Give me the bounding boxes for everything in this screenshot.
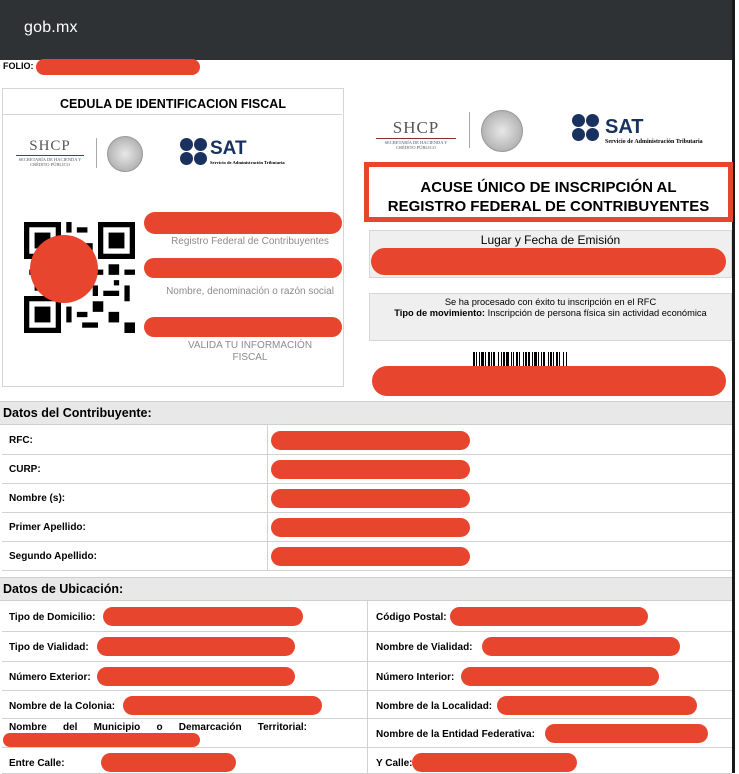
contribuyente-value-redaction	[271, 547, 470, 566]
sat-dots-icon-right	[572, 114, 602, 144]
logo-separator	[96, 138, 97, 168]
contribuyente-value-redaction	[271, 518, 470, 537]
sat-logo-right: SAT Servicio de Administración Tributaria	[572, 114, 732, 148]
gob-mx-logo[interactable]: gob.mx	[24, 19, 78, 36]
column-divider	[267, 541, 268, 570]
contribuyente-field-label: Nombre (s):	[9, 493, 66, 504]
sat-dots-icon	[180, 138, 210, 168]
cedula-divider	[3, 114, 342, 115]
ubicacion-left-label: Nombre del Municipio o Demarcación Territorial:	[9, 722, 307, 733]
ubicacion-right-label: Código Postal:	[376, 612, 447, 623]
gob-mx-header	[0, 0, 732, 60]
movement-value: Inscripción de persona física sin actividad económica	[487, 308, 707, 318]
contribuyente-section-title: Datos del Contribuyente:	[3, 406, 152, 420]
contribuyente-field-label: RFC:	[9, 435, 33, 446]
processed-box	[369, 293, 732, 341]
column-divider	[267, 483, 268, 512]
lugar-fecha-redaction	[371, 248, 726, 275]
ubicacion-left-redaction	[97, 637, 295, 656]
acuse-title-line2: REGISTRO FEDERAL DE CONTRIBUYENTES	[387, 198, 710, 215]
contribuyente-field-label: CURP:	[9, 464, 41, 475]
movement-label: Tipo de movimiento:	[394, 308, 486, 318]
ubicacion-section-title: Datos de Ubicación:	[3, 582, 124, 596]
ubicacion-left-redaction	[123, 696, 322, 715]
ubicacion-right-redaction	[450, 607, 648, 626]
ubicacion-right-redaction	[497, 696, 697, 715]
ubicacion-left-label: Nombre de la Colonia:	[9, 701, 116, 712]
page-edge	[732, 0, 735, 773]
ubicacion-right-label: Número Interior:	[376, 672, 455, 683]
contribuyente-value-redaction	[271, 489, 470, 508]
idcif-redaction	[144, 317, 342, 337]
cedula-title: CEDULA DE IDENTIFICACION FISCAL	[60, 97, 286, 111]
ubicacion-left-label: Número Exterior:	[9, 672, 91, 683]
column-divider	[367, 601, 368, 631]
contribuyente-field-label: Segundo Apellido:	[9, 551, 97, 562]
ubicacion-right-redaction	[412, 753, 577, 772]
ubicacion-right-label: Y Calle:	[376, 758, 413, 769]
column-divider	[367, 631, 368, 661]
barcode	[473, 352, 630, 367]
ubicacion-right-label: Nombre de la Entidad Federativa:	[376, 729, 535, 740]
qr-redaction	[30, 235, 98, 303]
column-divider	[267, 425, 268, 454]
ubicacion-right-label: Nombre de la Localidad:	[376, 701, 493, 712]
column-divider	[267, 512, 268, 541]
ubicacion-right-redaction	[461, 667, 659, 686]
column-divider	[267, 454, 268, 483]
name-caption: Nombre, denominación o razón social	[166, 286, 334, 297]
mexico-seal-icon-right	[481, 110, 523, 152]
ubicacion-section-header	[0, 577, 732, 601]
shcp-logo: SHCP SECRETARÍA DE HACIENDA Y CRÉDITO PÚBLICO	[16, 138, 84, 167]
acuse-title-box	[364, 162, 733, 222]
mexico-seal-icon	[107, 136, 143, 172]
contribuyente-field-label: Primer Apellido:	[9, 522, 86, 533]
ubicacion-left-redaction	[3, 733, 200, 747]
sat-logo: SAT Servicio de Administración Tributaria	[180, 138, 330, 170]
contribuyente-value-redaction	[271, 431, 470, 450]
shcp-logo-right: SHCP SECRETARÍA DE HACIENDA Y CRÉDITO PÚBLICO	[376, 118, 456, 150]
acuse-title-line1: ACUSE ÚNICO DE INSCRIPCIÓN AL	[420, 179, 677, 196]
folio-redaction	[36, 59, 200, 75]
logo-separator-right	[469, 112, 470, 148]
column-divider	[367, 661, 368, 690]
contribuyente-section-header	[0, 401, 732, 425]
rfc-redaction	[144, 212, 342, 234]
column-divider	[367, 747, 368, 773]
ubicacion-right-label: Nombre de Vialidad:	[376, 642, 473, 653]
rfc-caption: Registro Federal de Contribuyentes	[171, 236, 329, 247]
ubicacion-left-label: Tipo de Vialidad:	[9, 642, 89, 653]
ubicacion-left-label: Tipo de Domicilio:	[9, 612, 96, 623]
barcode-redaction	[372, 366, 726, 396]
folio-label: FOLIO:	[3, 61, 34, 71]
ubicacion-right-redaction	[482, 637, 680, 656]
ubicacion-right-redaction	[545, 724, 708, 743]
ubicacion-left-redaction	[103, 607, 303, 626]
ubicacion-left-redaction	[97, 667, 295, 686]
ubicacion-left-redaction	[101, 753, 236, 772]
name-redaction	[144, 258, 342, 278]
column-divider	[367, 718, 368, 747]
processed-text: Se ha procesado con éxito tu inscripción en el RFC	[444, 297, 657, 307]
ubicacion-left-label: Entre Calle:	[9, 758, 65, 769]
lugar-fecha-label: Lugar y Fecha de Emisión	[480, 233, 621, 247]
column-divider	[367, 690, 368, 718]
contribuyente-value-redaction	[271, 460, 470, 479]
validate-caption[interactable]: VALIDA TU INFORMACIÓN FISCAL	[187, 340, 313, 363]
